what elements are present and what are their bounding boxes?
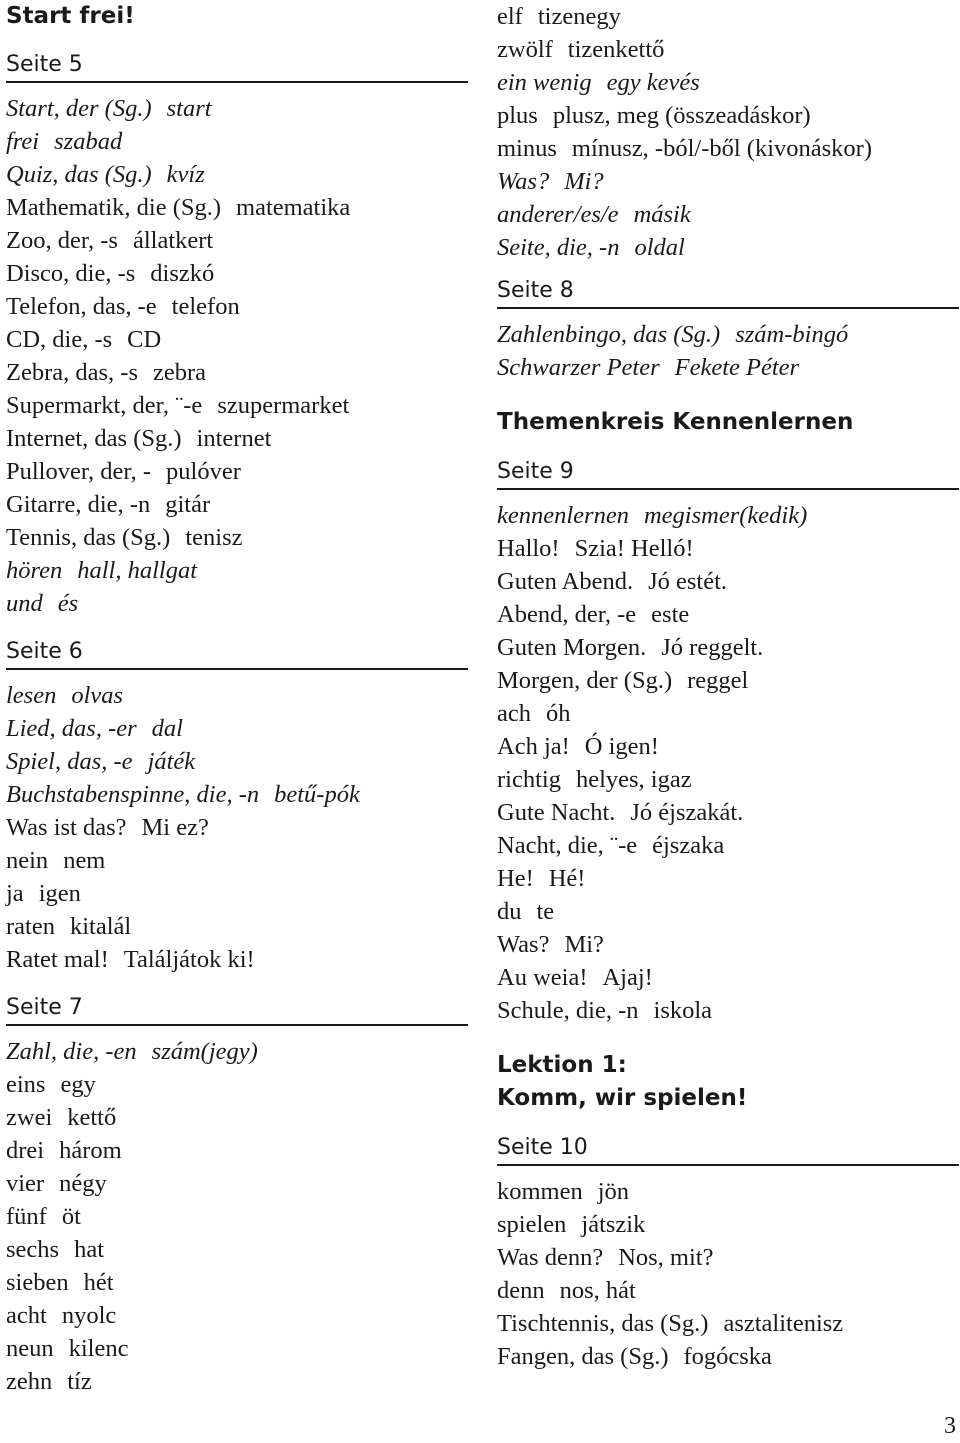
- german-term: Was?: [497, 931, 550, 958]
- german-term: lesen: [6, 682, 57, 709]
- hungarian-translation: nyolc: [61, 1302, 117, 1329]
- hungarian-translation: szám(jegy): [151, 1038, 258, 1065]
- hungarian-translation: diszkó: [150, 260, 215, 287]
- hungarian-translation: kitalál: [69, 913, 132, 940]
- german-term: Ratet mal!: [6, 946, 109, 973]
- vocab-entry: [497, 499, 959, 532]
- vocab-entry: [6, 323, 468, 356]
- hungarian-translation: iskola: [653, 997, 713, 1024]
- vocab-entry: [497, 532, 959, 565]
- german-term: acht: [6, 1302, 47, 1329]
- right-column: [497, 0, 959, 1373]
- hungarian-translation: tizenegy: [537, 3, 621, 30]
- german-term: Buchstabenspinne, die, -n: [6, 781, 260, 808]
- vocab-entry: [497, 165, 959, 198]
- hungarian-translation: dal: [151, 715, 183, 742]
- vocab-entry: [497, 318, 959, 351]
- german-term: Zoo, der, -s: [6, 227, 118, 254]
- hungarian-translation: telefon: [171, 293, 240, 320]
- german-term: drei: [6, 1137, 45, 1164]
- german-term: ja: [6, 880, 24, 907]
- german-term: zehn: [6, 1368, 53, 1395]
- hungarian-translation: nos, hát: [559, 1277, 636, 1304]
- vocab-entry: [497, 829, 959, 862]
- lesson-heading: Themenkreis Kennenlernen: [497, 409, 854, 435]
- vocab-entry: [6, 844, 468, 877]
- vocab-entry: [497, 99, 959, 132]
- hungarian-translation: helyes, igaz: [575, 766, 692, 793]
- hungarian-translation: zebra: [152, 359, 207, 386]
- page-section-title: Seite 9: [497, 457, 959, 490]
- vocab-entry: [497, 351, 959, 384]
- vocab-entry: [497, 1274, 959, 1307]
- hungarian-translation: Mi?: [564, 168, 604, 195]
- vocab-entry: [6, 257, 468, 290]
- german-term: richtig: [497, 766, 561, 793]
- german-term: Guten Abend.: [497, 568, 634, 595]
- vocab-entry: [6, 422, 468, 455]
- vocab-entry: [497, 664, 959, 697]
- german-term: Spiel, das, -e: [6, 748, 133, 775]
- german-term: Zebra, das, -s: [6, 359, 138, 386]
- vocab-entry: [6, 778, 468, 811]
- vocab-entry: [6, 1035, 468, 1068]
- vocab-entry: [6, 877, 468, 910]
- german-term: Disco, die, -s: [6, 260, 136, 287]
- vocab-entry: [6, 92, 468, 125]
- german-term: Seite, die, -n: [497, 234, 620, 261]
- hungarian-translation: Nos, mit?: [618, 1244, 714, 1271]
- vocab-entry: [497, 1307, 959, 1340]
- vocab-entry: [497, 33, 959, 66]
- vocab-entry: [497, 730, 959, 763]
- german-term: Was?: [497, 168, 550, 195]
- german-term: Telefon, das, -e: [6, 293, 157, 320]
- vocab-entry: [497, 1241, 959, 1274]
- vocab-entry: [6, 1167, 468, 1200]
- hungarian-translation: reggel: [687, 667, 749, 694]
- german-term: Abend, der, -e: [497, 601, 637, 628]
- hungarian-translation: igen: [38, 880, 81, 907]
- german-term: elf: [497, 3, 523, 30]
- german-term: kommen: [497, 1178, 583, 1205]
- german-term: plus: [497, 102, 538, 129]
- german-term: Was denn?: [497, 1244, 604, 1271]
- hungarian-translation: hat: [74, 1236, 105, 1263]
- vocab-entry: [6, 712, 468, 745]
- german-term: Ach ja!: [497, 733, 570, 760]
- vocab-entry: [6, 1134, 468, 1167]
- vocab-entry: [6, 224, 468, 257]
- german-term: raten: [6, 913, 55, 940]
- hungarian-translation: egy kevés: [606, 69, 700, 96]
- german-term: und: [6, 590, 43, 617]
- hungarian-translation: hall, hallgat: [77, 557, 198, 584]
- hungarian-translation: három: [59, 1137, 122, 1164]
- left-column: [6, 0, 468, 1398]
- german-term: Lied, das, -er: [6, 715, 137, 742]
- vocab-entry: [497, 1208, 959, 1241]
- hungarian-translation: Hé!: [548, 865, 586, 892]
- german-term: fünf: [6, 1203, 47, 1230]
- german-term: Quiz, das (Sg.): [6, 161, 152, 188]
- german-term: vier: [6, 1170, 45, 1197]
- german-term: ach: [497, 700, 531, 727]
- hungarian-translation: Fekete Péter: [674, 354, 800, 381]
- hungarian-translation: te: [536, 898, 555, 925]
- hungarian-translation: oldal: [634, 234, 685, 261]
- hungarian-translation: este: [651, 601, 690, 628]
- german-term: Schwarzer Peter: [497, 354, 660, 381]
- vocab-entry: [6, 554, 468, 587]
- german-term: zwölf: [497, 36, 553, 63]
- hungarian-translation: kettő: [67, 1104, 117, 1131]
- german-term: sieben: [6, 1269, 69, 1296]
- german-term: kennenlernen: [497, 502, 629, 529]
- vocab-entry: [6, 389, 468, 422]
- german-term: spielen: [497, 1211, 567, 1238]
- german-term: anderer/es/e: [497, 201, 619, 228]
- hungarian-translation: asztalitenisz: [723, 1310, 844, 1337]
- hungarian-translation: éjszaka: [652, 832, 725, 859]
- german-term: Fangen, das (Sg.): [497, 1343, 669, 1370]
- vocab-entry: [6, 125, 468, 158]
- hungarian-translation: hét: [83, 1269, 114, 1296]
- hungarian-translation: óh: [546, 700, 571, 727]
- vocab-entry: [6, 521, 468, 554]
- vocab-entry: [497, 763, 959, 796]
- german-term: Gitarre, die, -n: [6, 491, 151, 518]
- hungarian-translation: Jó reggelt.: [661, 634, 764, 661]
- hungarian-translation: CD: [127, 326, 162, 353]
- vocab-entry: [497, 697, 959, 730]
- hungarian-translation: egy: [60, 1071, 96, 1098]
- hungarian-translation: négy: [59, 1170, 107, 1197]
- german-term: Zahlenbingo, das (Sg.): [497, 321, 721, 348]
- vocab-entry: [497, 198, 959, 231]
- vocab-entry: [6, 1200, 468, 1233]
- vocab-entry: [6, 943, 468, 976]
- german-term: Pullover, der, -: [6, 458, 152, 485]
- hungarian-translation: mínusz, -ból/-ből (kivonáskor): [571, 135, 872, 162]
- page-section-title: Seite 7: [6, 993, 468, 1026]
- german-term: Was ist das?: [6, 814, 127, 841]
- vocab-entry: [6, 587, 468, 620]
- hungarian-translation: Szia! Helló!: [574, 535, 694, 562]
- hungarian-translation: szabad: [54, 128, 123, 155]
- vocab-entry: [497, 1175, 959, 1208]
- hungarian-translation: olvas: [71, 682, 124, 709]
- german-term: zwei: [6, 1104, 53, 1131]
- hungarian-translation: játék: [147, 748, 196, 775]
- vocab-entry: [497, 796, 959, 829]
- vocab-entry: [497, 994, 959, 1027]
- german-term: He!: [497, 865, 534, 892]
- lesson-heading: Start frei!: [6, 3, 135, 29]
- hungarian-translation: Mi ez?: [141, 814, 209, 841]
- vocab-entry: [6, 1266, 468, 1299]
- german-term: eins: [6, 1071, 46, 1098]
- german-term: hören: [6, 557, 63, 584]
- vocab-entry: [6, 356, 468, 389]
- page-section-title: Seite 10: [497, 1133, 959, 1166]
- german-term: Start, der (Sg.): [6, 95, 152, 122]
- german-term: Supermarkt, der, ¨-e: [6, 392, 203, 419]
- german-term: CD, die, -s: [6, 326, 113, 353]
- vocab-entry: [497, 598, 959, 631]
- german-term: Tennis, das (Sg.): [6, 524, 171, 551]
- vocab-entry: [497, 0, 959, 33]
- vocab-entry: [6, 679, 468, 712]
- hungarian-translation: szupermarket: [217, 392, 350, 419]
- hungarian-translation: tenisz: [185, 524, 243, 551]
- german-term: denn: [497, 1277, 545, 1304]
- lesson-heading: Lektion 1:: [497, 1052, 627, 1078]
- vocab-entry: [6, 745, 468, 778]
- vocab-entry: [497, 961, 959, 994]
- page-section-title: Seite 6: [6, 637, 468, 670]
- german-term: minus: [497, 135, 557, 162]
- vocab-entry: [6, 1068, 468, 1101]
- vocab-entry: [497, 231, 959, 264]
- hungarian-translation: internet: [196, 425, 272, 452]
- hungarian-translation: Találjátok ki!: [123, 946, 255, 973]
- vocab-entry: [497, 862, 959, 895]
- hungarian-translation: Ó igen!: [584, 733, 659, 760]
- german-term: nein: [6, 847, 49, 874]
- page-section-title: Seite 5: [6, 50, 468, 83]
- german-term: sechs: [6, 1236, 60, 1263]
- vocab-entry: [497, 66, 959, 99]
- hungarian-translation: tíz: [67, 1368, 92, 1395]
- hungarian-translation: Jó éjszakát.: [630, 799, 744, 826]
- hungarian-translation: tizenkettő: [567, 36, 665, 63]
- hungarian-translation: másik: [633, 201, 691, 228]
- vocab-entry: [6, 1101, 468, 1134]
- vocab-entry: [6, 1233, 468, 1266]
- vocab-entry: [497, 928, 959, 961]
- vocab-entry: [6, 1365, 468, 1398]
- german-term: du: [497, 898, 522, 925]
- vocab-entry: [6, 811, 468, 844]
- hungarian-translation: gitár: [165, 491, 211, 518]
- vocab-entry: [6, 455, 468, 488]
- page-section-title: Seite 8: [497, 276, 959, 309]
- hungarian-translation: pulóver: [166, 458, 241, 485]
- vocab-entry: [497, 631, 959, 664]
- hungarian-translation: állatkert: [132, 227, 214, 254]
- vocab-entry: [6, 191, 468, 224]
- german-term: Au weia!: [497, 964, 588, 991]
- hungarian-translation: plusz, meg (összeadáskor): [552, 102, 811, 129]
- german-term: Gute Nacht.: [497, 799, 616, 826]
- hungarian-translation: játszik: [581, 1211, 646, 1238]
- vocab-entry: [497, 565, 959, 598]
- german-term: Morgen, der (Sg.): [497, 667, 673, 694]
- vocab-entry: [6, 158, 468, 191]
- hungarian-translation: öt: [61, 1203, 81, 1230]
- german-term: Tischtennis, das (Sg.): [497, 1310, 709, 1337]
- vocab-entry: [6, 290, 468, 323]
- german-term: Zahl, die, -en: [6, 1038, 137, 1065]
- page-number: 3: [944, 1413, 956, 1439]
- hungarian-translation: matematika: [236, 194, 351, 221]
- hungarian-translation: Ajaj!: [602, 964, 653, 991]
- hungarian-translation: és: [57, 590, 79, 617]
- hungarian-translation: kilenc: [68, 1335, 129, 1362]
- vocab-entry: [6, 1332, 468, 1365]
- german-term: neun: [6, 1335, 54, 1362]
- vocab-entry: [6, 1299, 468, 1332]
- hungarian-translation: Mi?: [564, 931, 604, 958]
- german-term: Mathematik, die (Sg.): [6, 194, 222, 221]
- hungarian-translation: megismer(kedik): [643, 502, 808, 529]
- hungarian-translation: Jó estét.: [648, 568, 728, 595]
- vocab-entry: [6, 488, 468, 521]
- lesson-heading: Komm, wir spielen!: [497, 1085, 748, 1111]
- german-term: Schule, die, -n: [497, 997, 639, 1024]
- vocab-entry: [497, 132, 959, 165]
- hungarian-translation: start: [166, 95, 212, 122]
- german-term: ein wenig: [497, 69, 592, 96]
- hungarian-translation: szám-bingó: [735, 321, 849, 348]
- german-term: Internet, das (Sg.): [6, 425, 182, 452]
- german-term: Hallo!: [497, 535, 560, 562]
- german-term: Nacht, die, ¨-e: [497, 832, 638, 859]
- hungarian-translation: fogócska: [683, 1343, 772, 1370]
- vocab-entry: [497, 895, 959, 928]
- german-term: frei: [6, 128, 40, 155]
- hungarian-translation: jön: [597, 1178, 630, 1205]
- vocab-entry: [497, 1340, 959, 1373]
- hungarian-translation: kvíz: [166, 161, 205, 188]
- hungarian-translation: betű-pók: [274, 781, 360, 808]
- vocab-entry: [6, 910, 468, 943]
- german-term: Guten Morgen.: [497, 634, 647, 661]
- hungarian-translation: nem: [63, 847, 106, 874]
